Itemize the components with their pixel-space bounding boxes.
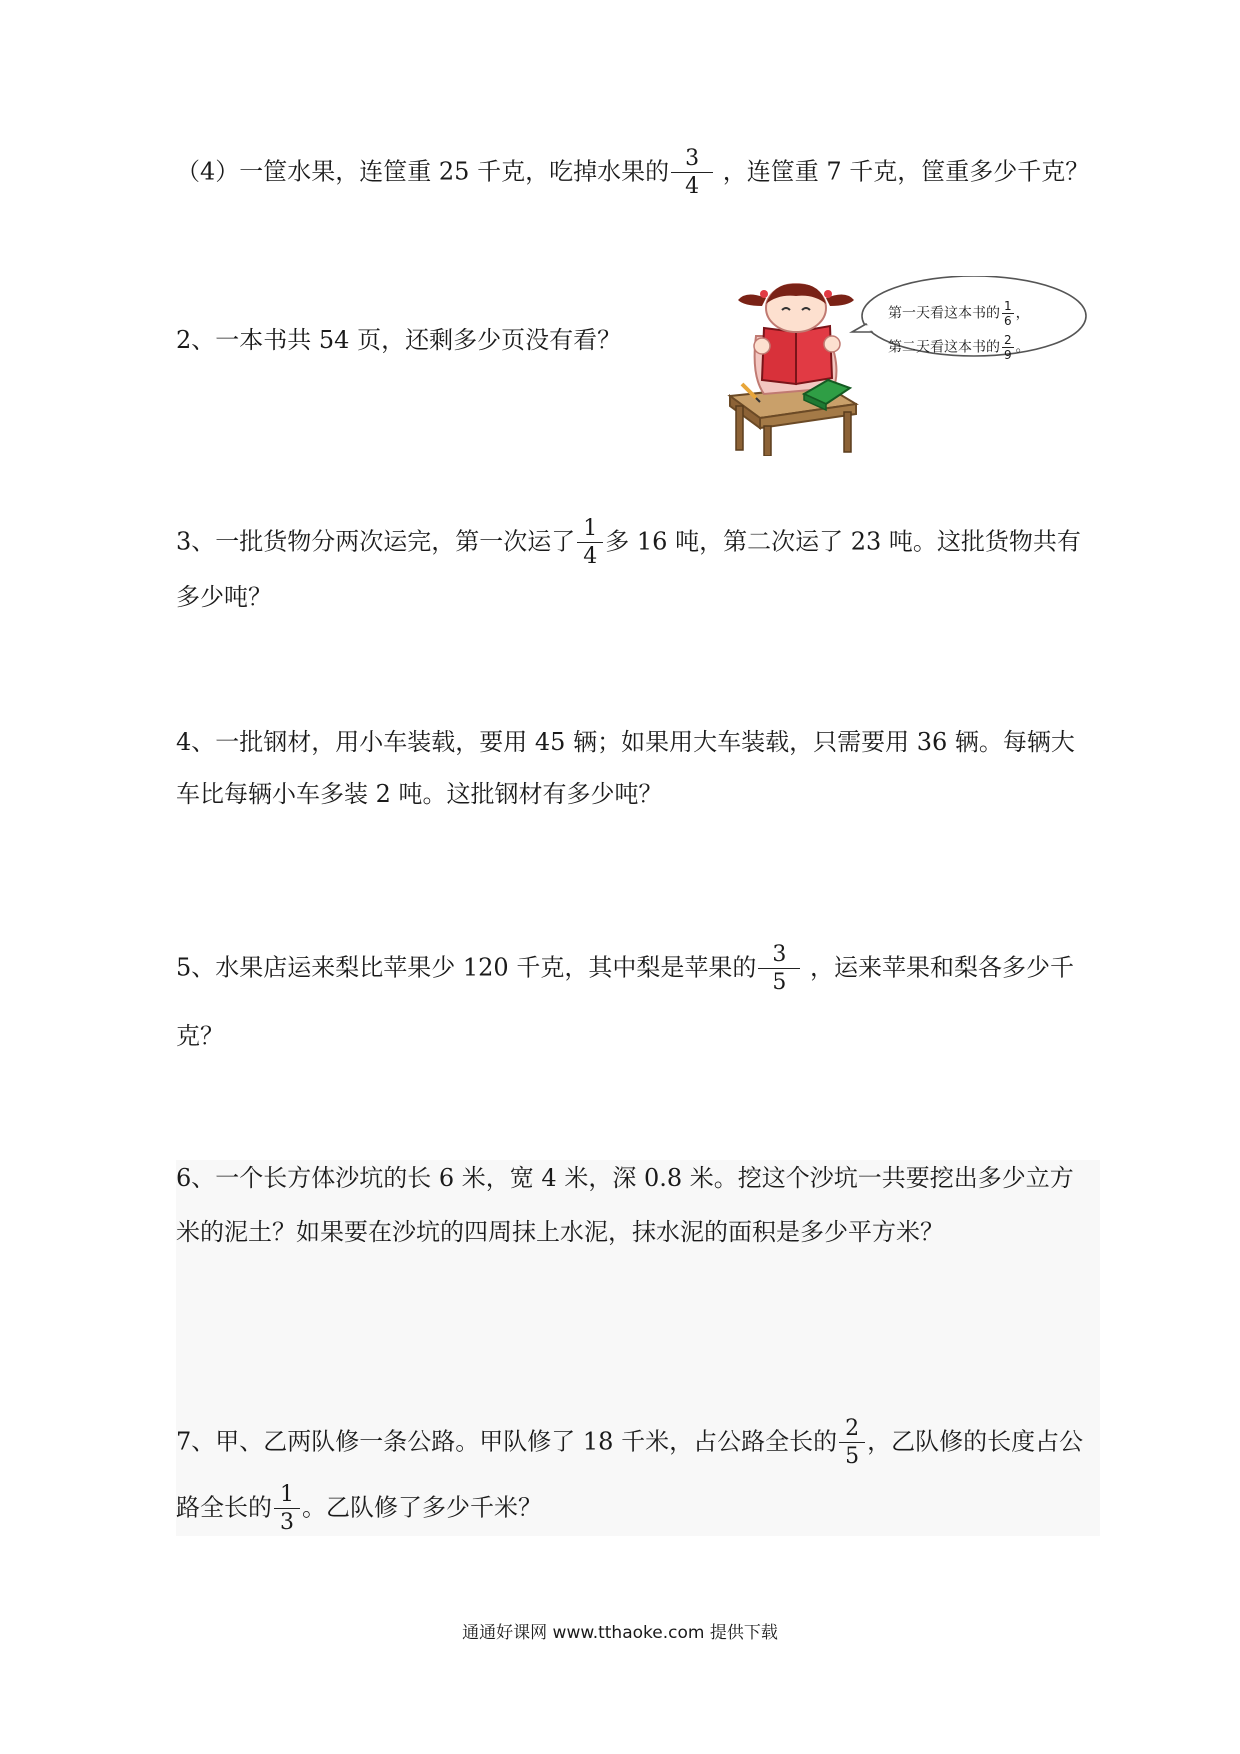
problem-text: ，运来苹果和梨各多少千	[802, 953, 1074, 982]
fraction-denominator: 5	[772, 970, 787, 995]
problem-3-line-2	[176, 577, 272, 617]
fraction-denominator: 4	[685, 174, 700, 199]
fraction	[671, 148, 713, 198]
problem-text: 4、一批钢材，用小车装载，要用 45 辆；如果用大车装载，只需要用 36 辆。每辆大	[176, 728, 1075, 756]
problem-text: 。乙队修了多少千米？	[302, 1493, 542, 1522]
problem-5-line-2	[176, 1016, 224, 1056]
fraction-numerator: 3	[758, 944, 800, 969]
fraction-denominator: 3	[280, 1510, 294, 1535]
problem-4-sub	[176, 148, 1089, 198]
problem-5-line-1	[176, 944, 1074, 994]
problem-text: （4）一筐水果，连筐重 25 千克，吃掉水果的	[176, 157, 670, 186]
problem-text: 米的泥土？如果要在沙坑的四周抹上水泥，抹水泥的面积是多少平方米？	[176, 1218, 944, 1246]
speech-bubble-line-2	[888, 334, 1030, 361]
fraction-numerator: 2	[839, 1418, 865, 1443]
fraction	[758, 944, 800, 994]
problem-4-line-2	[176, 774, 663, 814]
fraction-numerator: 2	[1004, 333, 1012, 347]
problem-text: 车比每辆小车多装 2 吨。这批钢材有多少吨？	[176, 780, 663, 808]
bubble-text: 第二天看这本书的	[888, 339, 1000, 356]
fraction	[274, 1484, 300, 1534]
problem-text: ，乙队修的长度占公	[867, 1427, 1084, 1456]
problem-3-line-1	[176, 518, 1081, 568]
fraction-denominator: 6	[1004, 314, 1012, 328]
problem-text: 2、一本书共 54 页，还剩多少页没有看？	[176, 326, 622, 354]
fraction-denominator: 9	[1004, 348, 1012, 362]
problem-7-line-2	[176, 1484, 542, 1534]
fraction-numerator: 3	[671, 148, 713, 173]
problem-2	[176, 320, 621, 360]
problem-4-line-1	[176, 722, 1075, 762]
problem-text: 多少吨？	[176, 583, 272, 611]
problem-text: 7、甲、乙两队修一条公路。甲队修了 18 千米，占公路全长的	[176, 1427, 838, 1456]
fraction	[577, 518, 603, 568]
fraction-numerator: 1	[577, 518, 603, 543]
bubble-text: 第一天看这本书的	[888, 305, 1000, 322]
footer-source: 通通好课网 www.tthaoke.com 提供下载	[462, 1623, 778, 1643]
problem-text: 多 16 吨，第二次运了 23 吨。这批货物共有	[605, 527, 1081, 556]
bubble-text: 。	[1015, 339, 1030, 356]
fraction-denominator: 5	[845, 1444, 860, 1469]
fraction-denominator: 4	[583, 544, 598, 569]
problem-6-line-2	[176, 1212, 944, 1252]
problem-text: 3、一批货物分两次运完，第一次运了	[176, 527, 576, 556]
problem-text: 克？	[176, 1022, 224, 1050]
fraction	[839, 1418, 865, 1468]
problem-text: 路全长的	[176, 1493, 272, 1522]
problem-text: ，连筐重 7 千克，筐重多少千克？	[715, 157, 1090, 186]
problem-text: 5、水果店运来梨比苹果少 120 千克，其中梨是苹果的	[176, 953, 757, 982]
fraction	[1002, 334, 1014, 361]
problem-6-line-1	[176, 1158, 1074, 1198]
bubble-text: ，	[1015, 305, 1030, 322]
problem-7-line-1	[176, 1418, 1083, 1468]
speech-bubble-line-1	[888, 300, 1030, 327]
fraction-numerator: 1	[1004, 299, 1012, 313]
problem-text: 6、一个长方体沙坑的长 6 米，宽 4 米，深 0.8 米。挖这个沙坑一共要挖出多少立方	[176, 1164, 1074, 1192]
fraction	[1002, 300, 1014, 327]
fraction-numerator: 1	[274, 1484, 300, 1509]
